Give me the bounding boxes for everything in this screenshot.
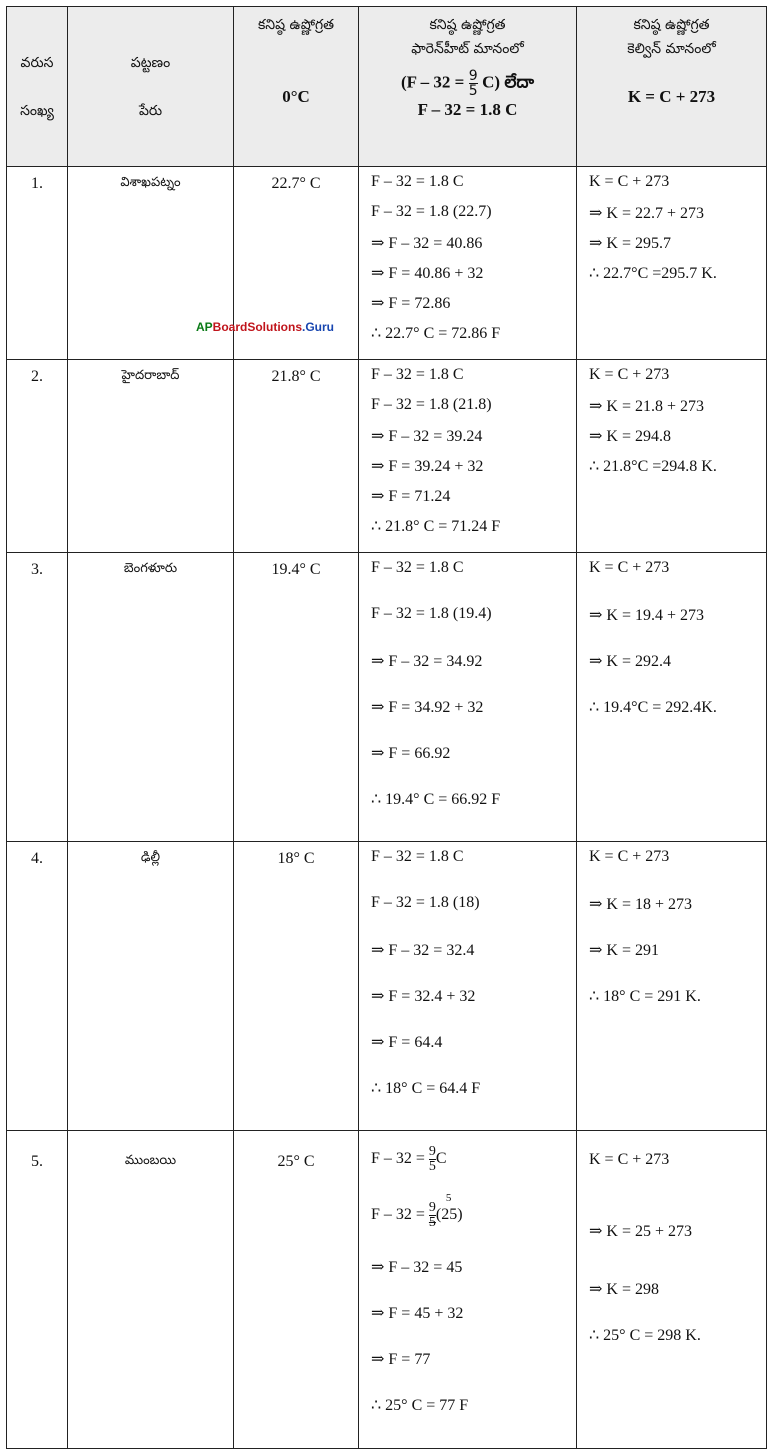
fahrenheit-steps: F – 32 = 1.8 C F – 32 = 1.8 (18) ⇒ F – 32 = 32.4 ⇒ F = 32.4 + 32 ⇒ F = 64.4 ∴ 18° C = 64.4 F <box>359 842 577 1131</box>
header-fraction: $\frac{9}{5}$ <box>468 68 478 99</box>
celsius-value: 18° C <box>234 842 359 1131</box>
serial-number: 4. <box>7 842 68 1131</box>
celsius-value: 25° C <box>234 1131 359 1449</box>
table-row <box>7 360 767 553</box>
fahrenheit-steps: F – 32 = 1.8 C F – 32 = 1.8 (19.4) ⇒ F – 32 = 34.92 ⇒ F = 34.92 + 32 ⇒ F = 66.92 ∴ 19.4° C = 66.92 F <box>359 553 577 842</box>
header-serial: వరుస సంఖ్య <box>7 7 68 167</box>
kelvin-steps: K = C + 273 ⇒ K = 22.7 + 273 ⇒ K = 295.7 ∴ 22.7°C =295.7 K. <box>577 167 767 360</box>
temperature-table-page <box>6 6 766 1449</box>
city-name: హైదరాబాద్ <box>68 360 234 553</box>
celsius-value: 21.8° C <box>234 360 359 553</box>
celsius-value: 19.4° C <box>234 553 359 842</box>
table-row <box>7 1131 767 1449</box>
city-name: బెంగళూరు <box>68 553 234 842</box>
table-row <box>7 553 767 842</box>
header-kelvin: కనిష్ఠ ఉష్ణోగ్రత కెల్విన్ మానంలో K = C + 273 <box>577 7 767 167</box>
kelvin-steps: K = C + 273 ⇒ K = 18 + 273 ⇒ K = 291 ∴ 18° C = 291 K. <box>577 842 767 1131</box>
header-celsius: కనిష్ఠ ఉష్ణోగ్రత 0°C <box>234 7 359 167</box>
celsius-value: 22.7° C <box>234 167 359 360</box>
kelvin-steps: K = C + 273 ⇒ K = 21.8 + 273 ⇒ K = 294.8 ∴ 21.8°C =294.8 K. <box>577 360 767 553</box>
table-row <box>7 167 767 360</box>
fahrenheit-steps: F – 32 = 1.8 C F – 32 = 1.8 (22.7) ⇒ F – 32 = 40.86 ⇒ F = 40.86 + 32 ⇒ F = 72.86 ∴ 22.7° C = 72.86 F <box>359 167 577 360</box>
kelvin-steps: K = C + 273 ⇒ K = 25 + 273 ⇒ K = 298 ∴ 25° C = 298 K. <box>577 1131 767 1449</box>
header-city: పట్టణం పేరు <box>68 7 234 167</box>
table-row <box>7 842 767 1131</box>
header-fahrenheit: కనిష్ఠ ఉష్ణోగ్రత ఫారెన్‌హీట్ మానంలో (F – 32 = $\frac{9}{5}$ C) లేదా F – 32 = 1.8 C <box>359 7 577 167</box>
watermark: APBoardSolutions.Guru <box>196 320 335 334</box>
temperature-table <box>6 6 767 1449</box>
city-name: ముంబయి <box>68 1131 234 1449</box>
fahrenheit-steps: F – 32 = $\frac{9}{5}$ C F – 32 = $\frac{9}{5}$ 5 (25) ⇒ F – 32 = 45 ⇒ F = 45 + 32 ⇒ F = 77 ∴ 25° C = 77 F <box>359 1131 577 1449</box>
fahrenheit-steps: F – 32 = 1.8 C F – 32 = 1.8 (21.8) ⇒ F – 32 = 39.24 ⇒ F = 39.24 + 32 ⇒ F = 71.24 ∴ 21.8° C = 71.24 F <box>359 360 577 553</box>
serial-number: 2. <box>7 360 68 553</box>
serial-number: 3. <box>7 553 68 842</box>
city-name: విశాఖపట్నం <box>68 167 234 360</box>
kelvin-steps: K = C + 273 ⇒ K = 19.4 + 273 ⇒ K = 292.4 ∴ 19.4°C = 292.4K. <box>577 553 767 842</box>
city-name: ఢిల్లీ <box>68 842 234 1131</box>
serial-number: 1. <box>7 167 68 360</box>
serial-number: 5. <box>7 1131 68 1449</box>
header-row <box>7 7 767 167</box>
